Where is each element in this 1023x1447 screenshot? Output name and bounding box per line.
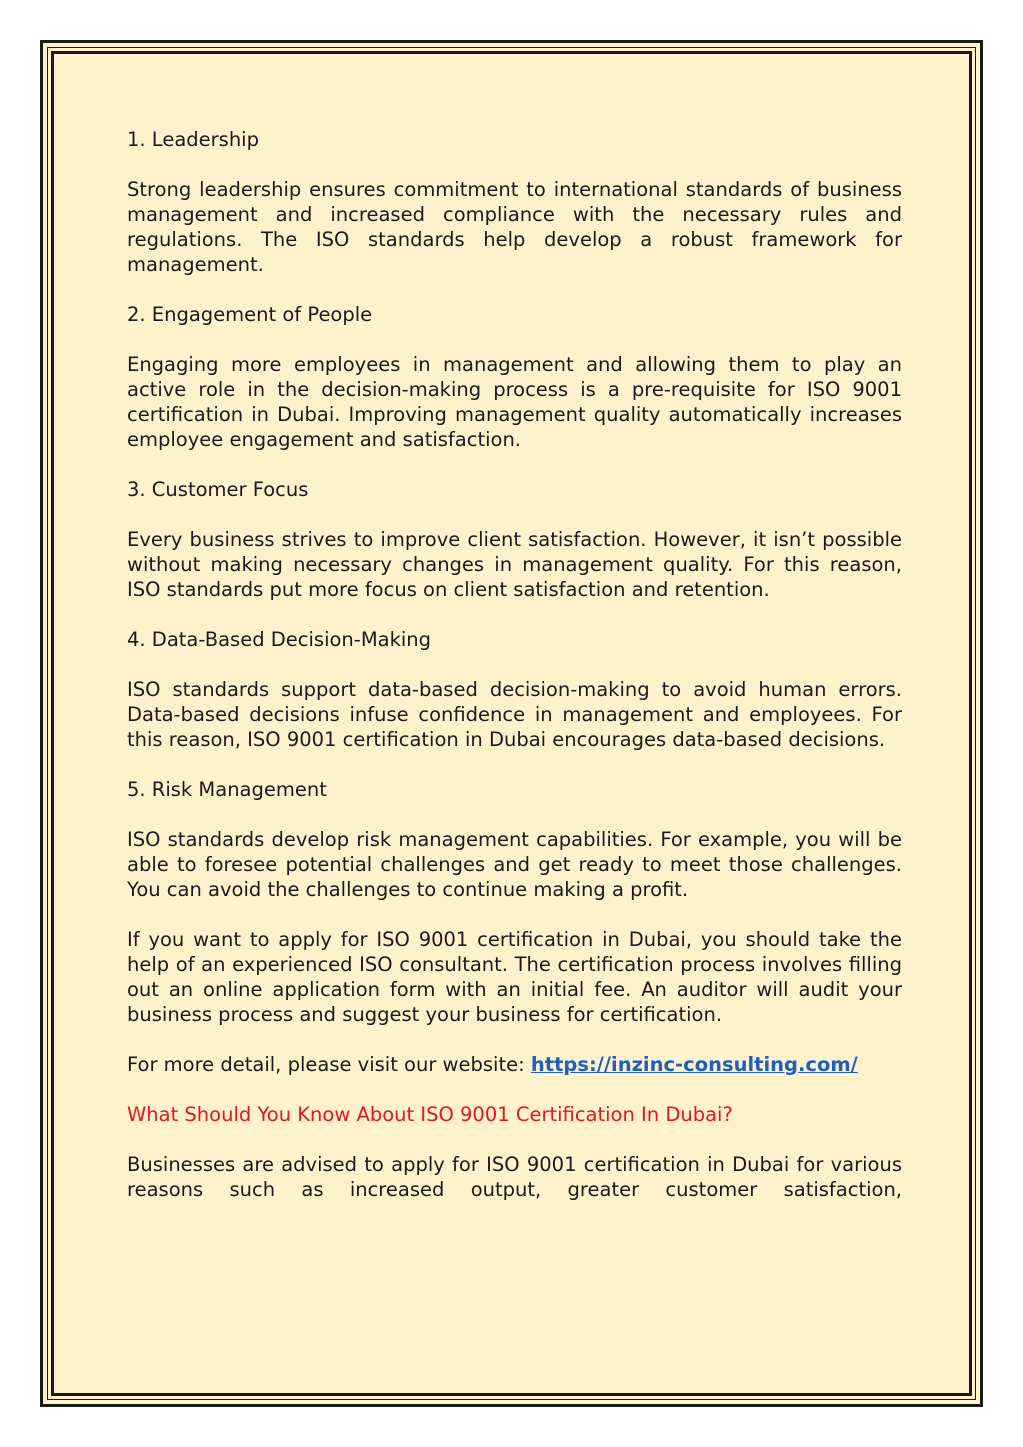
- document-page: [40, 40, 983, 1407]
- section-body-risk: ISO standards develop risk management capabilities. For example, you will be able to foresee potential challenges and get ready to meet those challenges. You can avoid the challenges to continue making a profit.: [127, 828, 902, 901]
- section-body-engagement: Engaging more employees in management and allowing them to play an active role in the decision-making process is a pre-requisite for ISO 9001 certification in Dubai. Improving management quality automatically increases employee engagement and satisfaction.: [127, 353, 902, 451]
- section-heading-leadership: 1. Leadership: [127, 128, 259, 151]
- section-body-customer-focus: Every business strives to improve client satisfaction. However, it isn’t possible without making necessary changes in management quality. For this reason, ISO standards put more focus on client satisfaction and retention.: [127, 528, 902, 601]
- document-content: [127, 127, 902, 1227]
- section-heading-customer-focus: 3. Customer Focus: [127, 478, 309, 501]
- website-paragraph: [127, 1052, 902, 1077]
- subheading: What Should You Know About ISO 9001 Certification In Dubai?: [127, 1103, 733, 1126]
- website-prefix: For more detail, please visit our website:: [127, 1053, 531, 1076]
- section-body-data-based: ISO standards support data-based decision-making to avoid human errors. Data-based decisions infuse confidence in management and employees. For this reason, ISO 9001 certification in Dubai encourages data-based decisions.: [127, 678, 902, 751]
- section-heading-risk: 5. Risk Management: [127, 778, 327, 801]
- closing-paragraph: Businesses are advised to apply for ISO 9001 certification in Dubai for various reasons such as increased output, greater customer satisfaction,: [127, 1153, 902, 1201]
- section-heading-engagement: 2. Engagement of People: [127, 303, 373, 326]
- section-heading-data-based: 4. Data-Based Decision-Making: [127, 628, 432, 651]
- apply-paragraph: If you want to apply for ISO 9001 certification in Dubai, you should take the help of an experienced ISO consultant. The certification process involves filling out an online application form with an initial fee. An auditor will audit your business process and suggest your business for certification.: [127, 928, 902, 1026]
- website-link[interactable]: https://inzinc-consulting.com/: [530, 1053, 858, 1076]
- section-body-leadership: Strong leadership ensures commitment to international standards of business management and increased compliance with the necessary rules and regulations. The ISO standards help develop a robust framework for management.: [127, 178, 902, 276]
